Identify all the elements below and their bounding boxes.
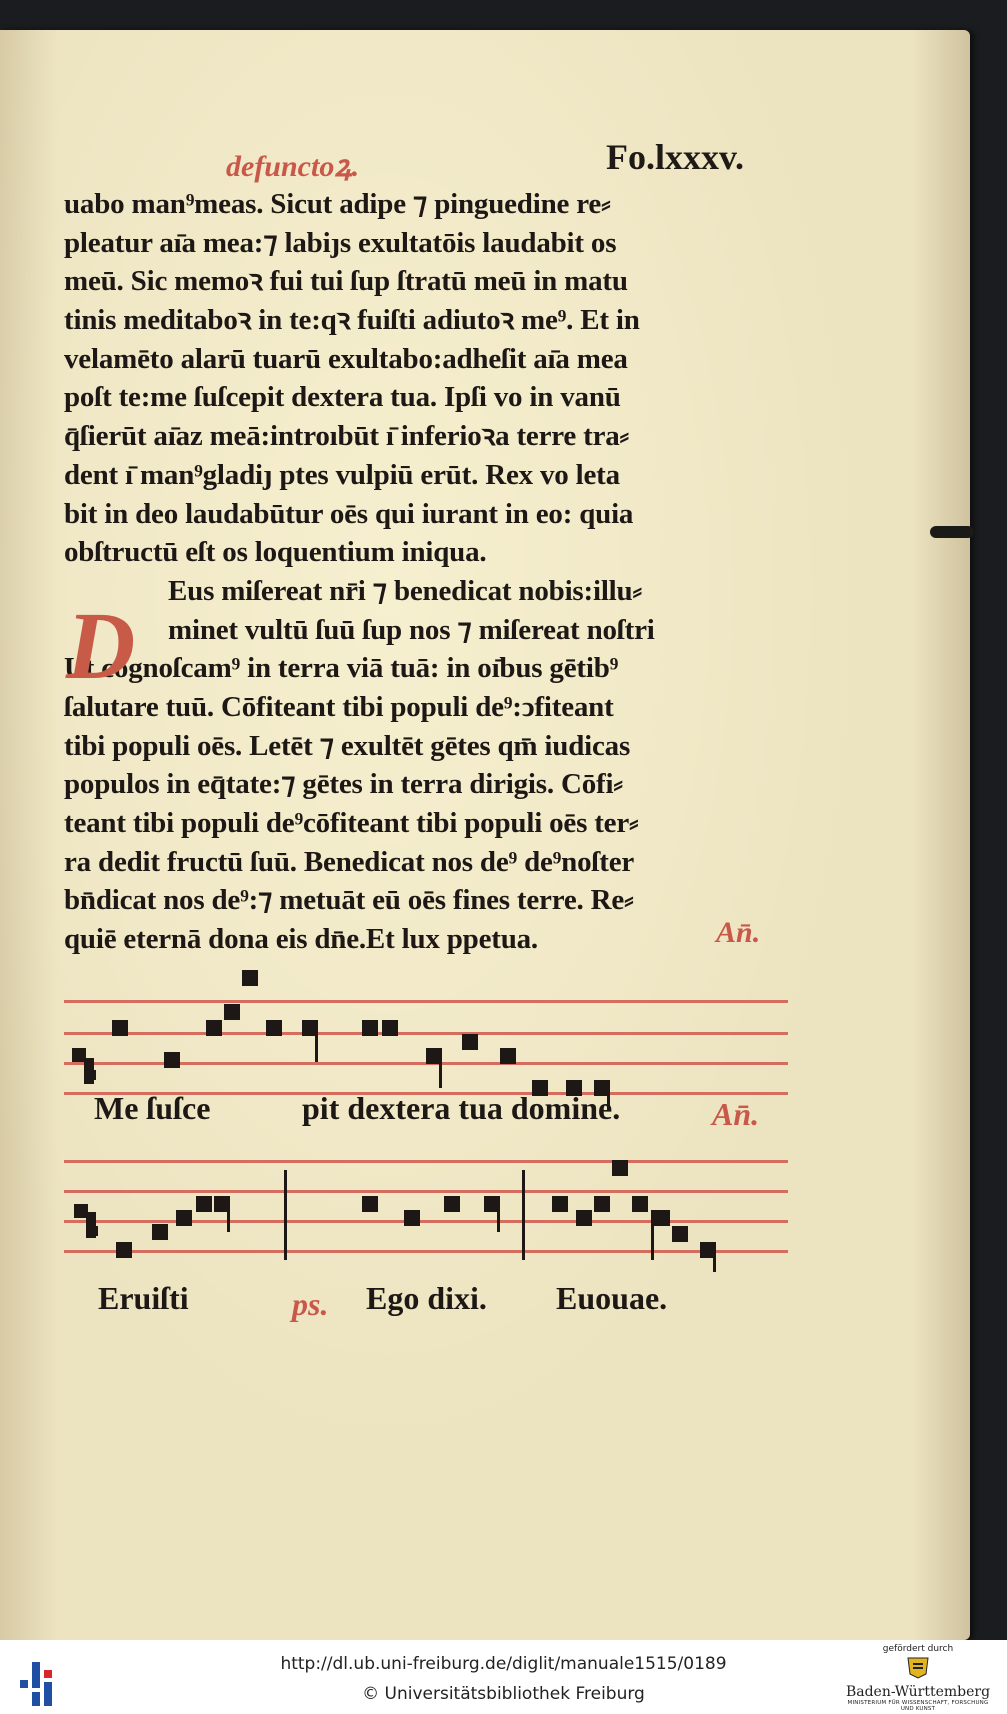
antiphon-marker: An̄. bbox=[716, 916, 761, 949]
text-line: velamēto alarū tuarū exultabo:adheſit aı̄a mea bbox=[64, 342, 628, 375]
sponsor-ministry: MINISTERIUM FÜR WISSENSCHAFT, FORSCHUNG UND KUNST bbox=[847, 1700, 989, 1712]
lyric-text: Euouae. bbox=[556, 1280, 668, 1316]
text-line: poſt te:me ſuſcepit dextera tua. Ipſi vo in vanū bbox=[64, 381, 621, 414]
lyric-text: pit dextera tua domine. bbox=[302, 1090, 621, 1126]
lyric-text: Eruiſti bbox=[98, 1280, 189, 1316]
text-line: bit in deo laudabūtur oēs qui iurant in eo: quia bbox=[64, 497, 634, 530]
text-line: obſtructū eſt os loquentium iniqua. bbox=[64, 536, 487, 569]
text-line: tinis meditaboꝛ in te:qꝛ fuiſti adiutoꝛ me⁹. Et in bbox=[64, 304, 640, 337]
psalm-marker: ps. bbox=[292, 1286, 329, 1322]
text-line: q̄ſierūt aı̄az meā:introıbūt ı̄ inferioꝛa terre tra⸗ bbox=[64, 420, 629, 453]
text-line: uabo man⁹meas. Sicut adipe ⁊ pinguedine re⸗ bbox=[64, 188, 611, 220]
text-line: tibi populi oēs. Letēt ⁊ exultēt gētes qm̄ iudicas bbox=[64, 729, 631, 762]
text-line: ra dedit fructū ſuū. Benedicat nos de⁹ de⁹noſter bbox=[64, 845, 635, 878]
text-block bbox=[64, 185, 784, 959]
text-line: dent ı̄ man⁹gladiȷ ptes vulpiū erūt. Rex vo leta bbox=[64, 458, 620, 491]
illuminated-initial: D bbox=[66, 592, 136, 699]
music-staff-2 bbox=[64, 1150, 788, 1290]
text-line: ſalutare tuū. Cōfiteant tibi populi de⁹:ↄfiteant bbox=[64, 690, 614, 723]
viewer-footer bbox=[0, 1640, 1007, 1714]
text-line: quiē eternā dona eis dn̄e.Et lux ppetua. bbox=[64, 923, 538, 956]
copyright-notice: © Universitätsbibliothek Freiburg bbox=[362, 1684, 645, 1704]
sponsor-block bbox=[843, 1644, 993, 1712]
lyric-text: Ego dixi. bbox=[366, 1280, 487, 1316]
text-line: pleatur aı̄a mea:⁊ labiȷs exultatōis laudabit os bbox=[64, 226, 617, 259]
text-line: minet vultū ſuū ſup nos ⁊ miſereat noſtri bbox=[168, 613, 655, 646]
folio-number: Fo.lxxxv. bbox=[606, 137, 745, 177]
running-title: defunctoꝝ. bbox=[226, 150, 360, 183]
book-page bbox=[0, 30, 970, 1640]
sponsor-name: Baden-Württemberg bbox=[845, 1684, 991, 1700]
text-line: teant tibi populi de⁹cōfiteant tibi populi oēs ter⸗ bbox=[64, 807, 639, 839]
antiphon-marker: An̄. bbox=[712, 1096, 760, 1132]
text-line: Eus miſereat nr̄i ⁊ benedicat nobis:illu⸗ bbox=[168, 574, 642, 607]
text-line: bn̄dicat nos de⁹:⁊ metuāt eū oēs fines terre. Re⸗ bbox=[64, 884, 634, 917]
page-edge-tab bbox=[930, 526, 974, 538]
sponsor-label: gefördert durch bbox=[882, 1644, 954, 1654]
text-line: populos in eq̄tate:⁊ gētes in terra dirigis. Cōfi⸗ bbox=[64, 768, 623, 801]
text-line: meū. Sic memoꝛ fui tui ſup ſtratū meū in matu bbox=[64, 265, 628, 298]
lyric-text: Me ſuſce bbox=[94, 1090, 211, 1126]
state-crest-icon bbox=[898, 1654, 938, 1680]
text-line: Ut cognoſcam⁹ in terra viā tuā: in oı̄bus gētib⁹ bbox=[64, 652, 619, 685]
page-url[interactable]: http://dl.ub.uni-freiburg.de/diglit/manuale1515/0189 bbox=[280, 1654, 727, 1674]
